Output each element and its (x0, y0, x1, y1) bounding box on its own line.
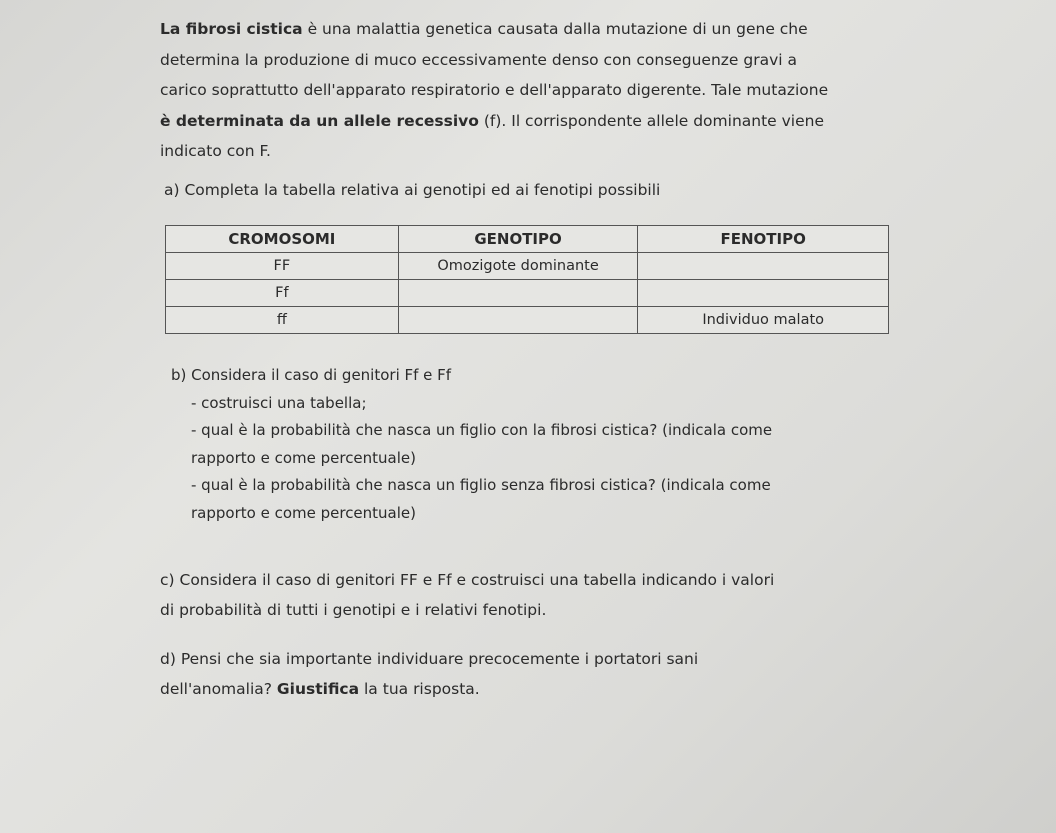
intro-line-4 (160, 106, 880, 137)
question-b (171, 362, 772, 527)
header-genotipo: GENOTIPO (398, 226, 638, 253)
question-d-line-2-end: la tua risposta. (359, 680, 480, 698)
genotype-table (165, 225, 889, 334)
question-a: a) Completa la tabella relativa ai genotipi ed ai fenotipi possibili (164, 181, 661, 199)
question-d (160, 644, 698, 704)
header-fenotipo: FENOTIPO (638, 226, 889, 253)
cell-cromosomi: FF (166, 253, 399, 280)
cell-genotipo (398, 280, 638, 307)
intro-line-5: indicato con F. (160, 142, 271, 160)
intro-keyword-fibrosi: La fibrosi cistica (160, 20, 303, 38)
table-row (166, 307, 889, 334)
intro-paragraph (160, 14, 880, 167)
question-b-title: b) Considera il caso di genitori Ff e Ff (171, 366, 452, 384)
intro-line-2: determina la produzione di muco eccessivamente denso con conseguenze gravi a (160, 50, 797, 69)
question-d-line-2 (160, 674, 698, 704)
cell-genotipo: Omozigote dominante (398, 253, 638, 280)
question-d-keyword-giustifica: Giustifica (276, 680, 360, 698)
question-b-item-1: - costruisci una tabella; (191, 393, 367, 412)
cell-fenotipo: Individuo malato (638, 307, 889, 334)
question-b-item-2-line-2: rapporto e come percentuale) (191, 448, 416, 467)
intro-line-1-text: è una malattia genetica causata dalla mutazione di un gene che (302, 20, 808, 38)
question-c (160, 565, 774, 625)
question-c-line-2: di probabilità di tutti i genotipi e i relativi fenotipi. (160, 601, 547, 619)
header-cromosomi: CROMOSOMI (166, 226, 399, 253)
cell-fenotipo (638, 253, 889, 280)
question-b-item-2-line-1: - qual è la probabilità che nasca un figlio con la fibrosi cistica? (indicala come (191, 421, 773, 439)
cell-cromosomi: ff (166, 307, 399, 334)
intro-line-1 (160, 14, 880, 45)
table-row (166, 253, 889, 280)
intro-line-4-text: (f). Il corrispondente allele dominante viene (478, 111, 825, 130)
table-header-row (166, 226, 889, 253)
question-b-item-3-line-2: rapporto e come percentuale) (191, 503, 416, 522)
question-c-line-1: c) Considera il caso di genitori FF e Ff e costruisci una tabella indicando i valori (160, 571, 775, 589)
table-row (166, 280, 889, 307)
cell-cromosomi: Ff (166, 280, 399, 307)
question-b-item-3-line-1: - qual è la probabilità che nasca un figlio senza fibrosi cistica? (indicala come (191, 476, 771, 494)
question-d-line-2-start: dell'anomalia? (160, 680, 277, 698)
intro-line-3: carico soprattutto dell'apparato respiratorio e dell'apparato digerente. Tale mutazione (160, 81, 829, 99)
cell-genotipo (398, 307, 638, 334)
intro-keyword-recessivo: è determinata da un allele recessivo (160, 111, 479, 130)
question-d-line-1: d) Pensi che sia importante individuare precocemente i portatori sani (160, 650, 699, 668)
cell-fenotipo (638, 280, 889, 307)
